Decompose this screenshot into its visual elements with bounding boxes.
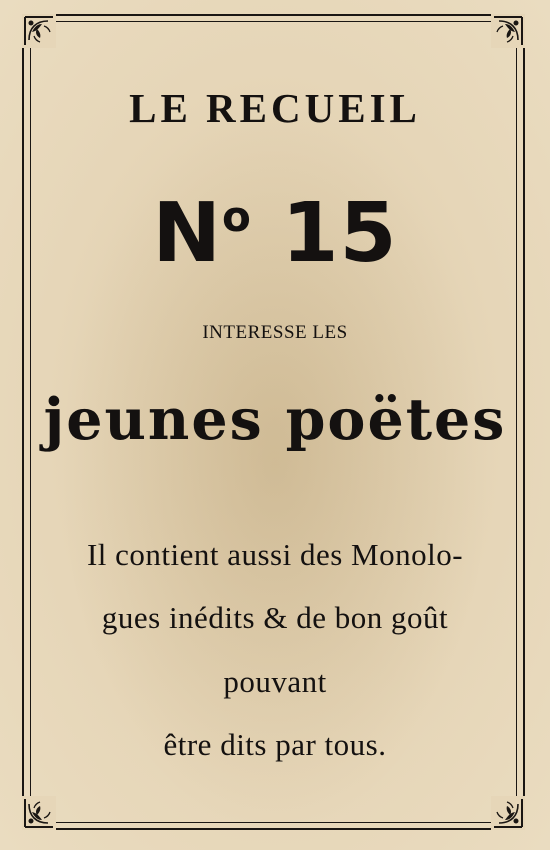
headline: jeunes poëtes	[43, 386, 507, 453]
issue-number	[0, 186, 550, 281]
body-line: gues inédits & de bon goût	[101, 600, 449, 635]
number-value: 15	[281, 186, 398, 281]
corner-ornament-icon	[22, 14, 56, 48]
corner-ornament-icon	[491, 14, 525, 48]
page-title: LE RECUEIL	[129, 85, 421, 131]
number-suffix: o	[222, 191, 252, 241]
body-line: être dits par tous.	[163, 727, 387, 762]
corner-ornament-icon	[22, 796, 56, 830]
corner-ornament-icon	[491, 796, 525, 830]
body-line: Il contient aussi des Monolo-	[86, 537, 464, 572]
subtitle: INTERESSE LES	[202, 322, 348, 343]
body-line: pouvant	[223, 664, 327, 699]
number-prefix: N	[152, 186, 223, 281]
